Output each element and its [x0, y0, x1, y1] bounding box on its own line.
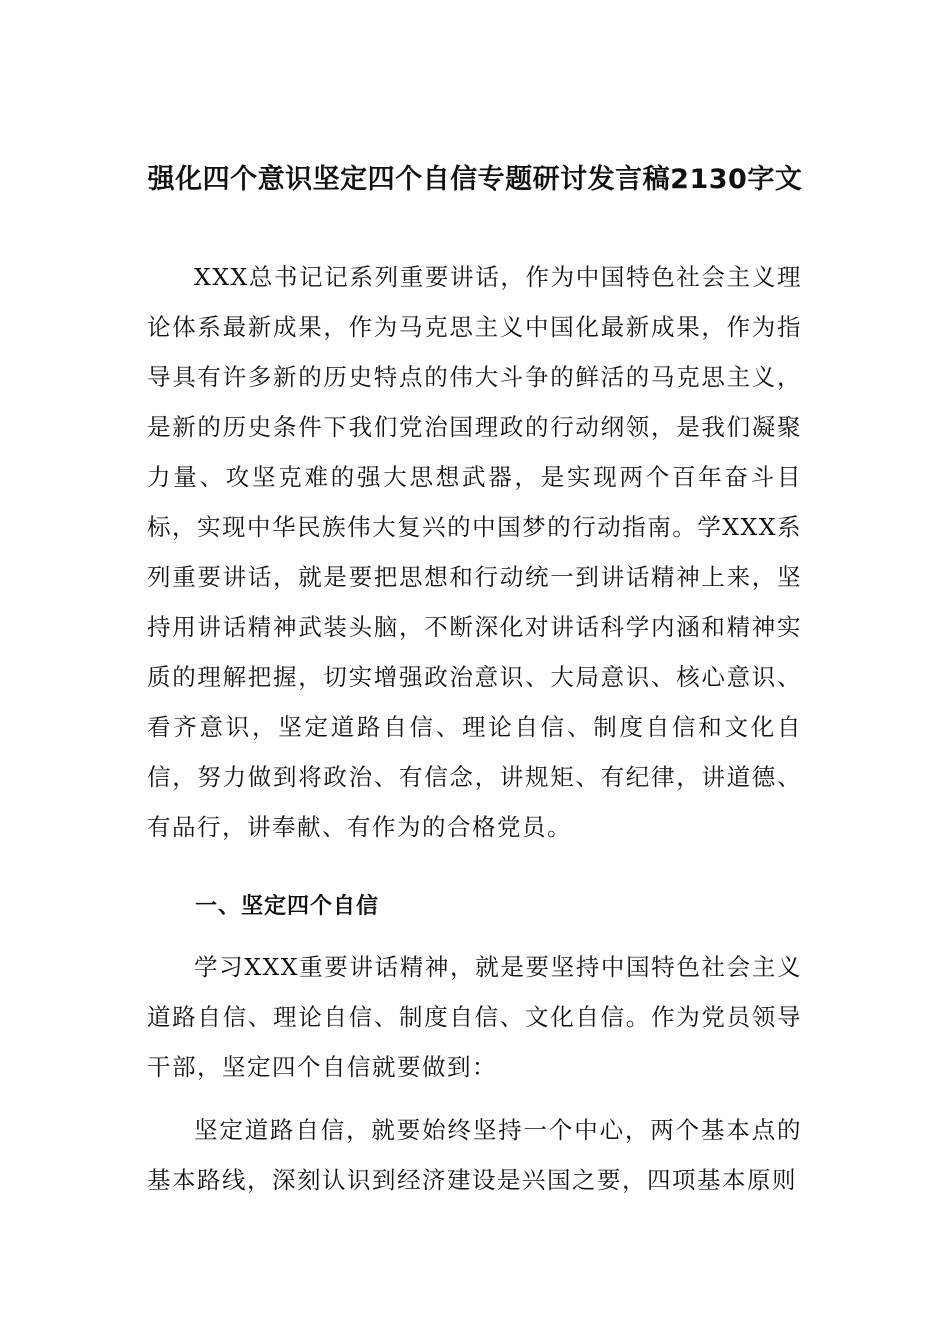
- section-paragraph: 学习XXX重要讲话精神，就是要坚持中国特色社会主义道路自信、理论自信、制度自信、文化自信。作为党员领导干部，坚定四个自信就要做到：: [147, 953, 802, 1081]
- road-confidence-paragraph: 坚定道路自信，就要始终坚持一个中心，两个基本点的基本路线，深刻认识到经济建设是兴国之要，四项基本原则: [147, 1116, 802, 1194]
- section-heading: 一、坚定四个自信: [195, 894, 380, 919]
- intro-paragraph: XXX总书记记系列重要讲话，作为中国特色社会主义理论体系最新成果，作为马克思主义中国化最新成果，作为指导具有许多新的历史特点的伟大斗争的鲜活的马克思主义，是新的历史条件下我们党治国理政的行动纲领，是我们凝聚力量、攻坚克难的强大思想武器，是实现两个百年奋斗目标，实现中华民族伟大复兴的中国梦的行动指南。学XXX系列重要讲话，就是要把思想和行动统一到讲话精神上来，坚持用讲话精神武装头脑，不断深化对讲话科学内涵和精神实质的理解把握，切实增强政治意识、大局意识、核心意识、看齐意识，坚定道路自信、理论自信、制度自信和文化自信，努力做到将政治、有信念，讲规矩、有纪律，讲道德、有品行，讲奉献、有作为的合格党员。: [147, 263, 802, 841]
- document-title: 强化四个意识坚定四个自信专题研讨发言稿2130字文: [147, 164, 803, 195]
